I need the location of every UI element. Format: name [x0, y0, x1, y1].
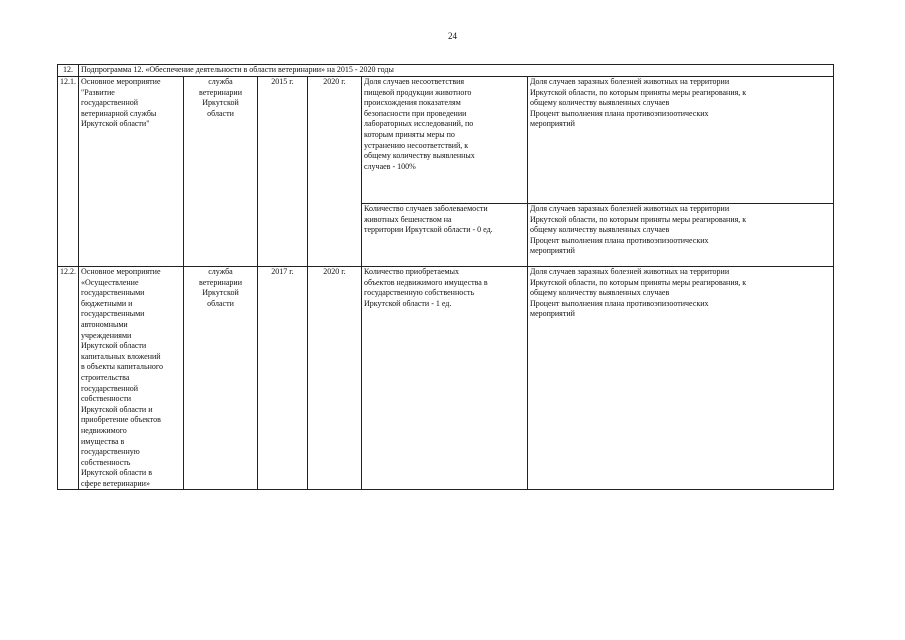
start-year: 2015 г.: [258, 77, 308, 267]
executor: служба ветеринарии Иркутской области: [184, 77, 258, 267]
subprogram-number: 12.: [58, 65, 79, 77]
executor: служба ветеринарии Иркутской области: [184, 267, 258, 490]
start-year: 2017 г.: [258, 267, 308, 490]
activity-name: Основное мероприятие «Осуществление государственными бюджетными и государственными автономными учреждениями Иркутской области капитальных вложений в объекты капитального строительства государственной собственности Иркутской области и приобретение объектов недвижимого имущества в государственную собственность Иркутской области в сфере ветеринарии»: [79, 267, 184, 490]
target-indicator: Доля случаев заразных болезней животных на территории Иркутской области, по которым приняты меры реагирования, к общему количеству выявленных случаев Процент выполнения плана противоэпизоотических мероприятий: [528, 77, 834, 204]
table-row: [58, 77, 834, 204]
target-indicator: Доля случаев заразных болезней животных на территории Иркутской области, по которым приняты меры реагирования, к общему количеству выявленных случаев Процент выполнения плана противоэпизоотических мероприятий: [528, 204, 834, 267]
program-table: [57, 64, 834, 490]
subprogram-header-row: [58, 65, 834, 77]
row-number: 12.1.: [58, 77, 79, 267]
end-year: 2020 г.: [308, 267, 362, 490]
row-number: 12.2.: [58, 267, 79, 490]
page-number: 24: [448, 31, 457, 41]
table-row: [58, 267, 834, 490]
subprogram-title: Подпрограмма 12. «Обеспечение деятельности в области ветеринарии» на 2015 - 2020 годы: [79, 65, 834, 77]
expected-result: Количество случаев заболеваемости животных бешенством на территории Иркутской области - 0 ед.: [362, 204, 528, 267]
expected-result: Количество приобретаемых объектов недвижимого имущества в государственную собственность Иркутской области - 1 ед.: [362, 267, 528, 490]
end-year: 2020 г.: [308, 77, 362, 267]
target-indicator: Доля случаев заразных болезней животных на территории Иркутской области, по которым приняты меры реагирования, к общему количеству выявленных случаев Процент выполнения плана противоэпизоотических мероприятий: [528, 267, 834, 490]
activity-name: Основное мероприятие "Развитие государственной ветеринарной службы Иркутской области": [79, 77, 184, 267]
expected-result: Доля случаев несоответствия пищевой продукции животного происхождения показателям безопасности при проведении лабораторных исследований, по которым приняты меры по устранению несоответствий, к общему количеству выявленных случаев - 100%: [362, 77, 528, 204]
